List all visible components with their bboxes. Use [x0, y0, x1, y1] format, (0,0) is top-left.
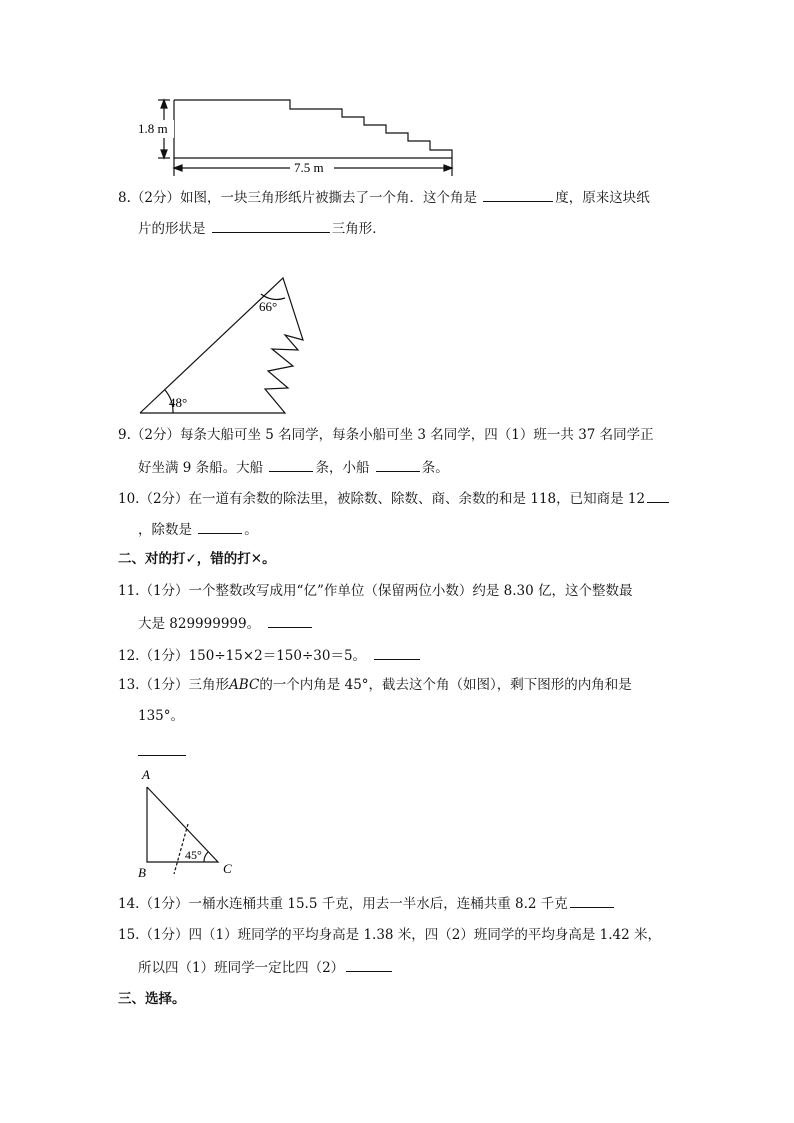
- question-13-line2: 135°。: [138, 708, 185, 724]
- question-9-line2: [138, 457, 449, 477]
- q9-blank-big-boats[interactable]: [269, 457, 313, 472]
- q11-blank[interactable]: [268, 613, 312, 628]
- question-11-line2: [138, 613, 312, 633]
- q8-text-d: 三角形．: [331, 221, 386, 237]
- question-15-line1: 15.（1分）四（1）班同学的平均身高是 1.38 米，四（2）班同学的平均身高是 1.42 米，: [118, 927, 662, 943]
- staircase-outline: [174, 100, 452, 158]
- question-14-line1: [118, 893, 614, 913]
- question-13-line1: [118, 676, 632, 694]
- torn-triangle-figure: [135, 270, 315, 418]
- section-3-title: 三、选择。: [118, 991, 186, 1007]
- q10-text-a: 10.（2分）在一道有余数的除法里，被除数、除数、商、余数的和是 118，已知商是 12: [118, 491, 646, 507]
- q8-text-b: 度，原来这块纸: [555, 190, 650, 206]
- triangle-abc-outline: [147, 787, 218, 862]
- question-8-line1: [118, 187, 650, 207]
- q13-abc: ABC: [229, 677, 260, 693]
- staircase-figure: [130, 92, 470, 178]
- q15-text: 所以四（1）班同学一定比四（2）: [138, 960, 345, 976]
- q11-text: 大是 829999999。: [138, 616, 261, 632]
- question-10-line2: [138, 519, 258, 539]
- vertex-b-label: B: [138, 865, 146, 880]
- q8-blank-angle[interactable]: [483, 187, 553, 202]
- height-label: 1.8 m: [138, 121, 168, 136]
- q13-text-a: 13.（1分）三角形: [118, 677, 230, 693]
- triangle-abc-figure: [130, 764, 240, 880]
- q9-text-b: 条，小船: [315, 460, 370, 476]
- width-label: 7.5 m: [294, 160, 324, 175]
- q15-blank[interactable]: [346, 957, 392, 972]
- q12-text: 12.（1分）150÷15×2＝150÷30＝5。: [118, 648, 367, 664]
- q10-blank-1[interactable]: [647, 488, 669, 503]
- section-2-title: 二、对的打✓，错的打✕。: [118, 551, 276, 567]
- q10-text-c: 。: [244, 522, 258, 538]
- angle-66-label: 66°: [259, 299, 278, 314]
- q13-blank[interactable]: [138, 741, 186, 756]
- q8-text-a: 8.（2分）如图，一块三角形纸片被撕去了一个角．这个角是: [118, 190, 477, 206]
- question-8-line2: [138, 218, 386, 238]
- q12-blank[interactable]: [374, 645, 420, 660]
- q13-text-b: 的一个内角是 45°，截去这个角（如图），剩下图形的内角和是: [259, 677, 632, 693]
- vertex-c-label: C: [223, 861, 232, 876]
- question-12-line1: [118, 645, 420, 665]
- q10-text-b: ，除数是: [138, 522, 192, 538]
- question-9-line1: 9.（2分）每条大船可坐 5 名同学，每条小船可坐 3 名同学，四（1）班一共 37 名同学正: [118, 427, 654, 443]
- q8-text-c: 片的形状是: [138, 221, 206, 237]
- angle-48-label: 48°: [169, 395, 188, 410]
- vertex-a-label: A: [142, 767, 150, 782]
- angle-45-label: 45°: [185, 848, 202, 862]
- q9-blank-small-boats[interactable]: [376, 457, 420, 472]
- q10-blank-divisor[interactable]: [198, 519, 242, 534]
- q9-text-c: 条。: [421, 460, 449, 476]
- q14-text: 14.（1分）一桶水连桶共重 15.5 千克，用去一半水后，连桶共重 8.2 千克: [118, 896, 568, 912]
- question-10-line1: [118, 488, 669, 508]
- question-15-line2: [138, 957, 392, 977]
- torn-triangle-outline: [140, 278, 303, 413]
- q9-text-a: 好坐满 9 条船。大船: [138, 460, 264, 476]
- q14-blank[interactable]: [570, 893, 614, 908]
- question-11-line1: 11.（1分）一个整数改写成用“亿”作单位（保留两位小数）约是 8.30 亿，这个整数最: [118, 583, 633, 599]
- q8-blank-shape[interactable]: [212, 218, 330, 233]
